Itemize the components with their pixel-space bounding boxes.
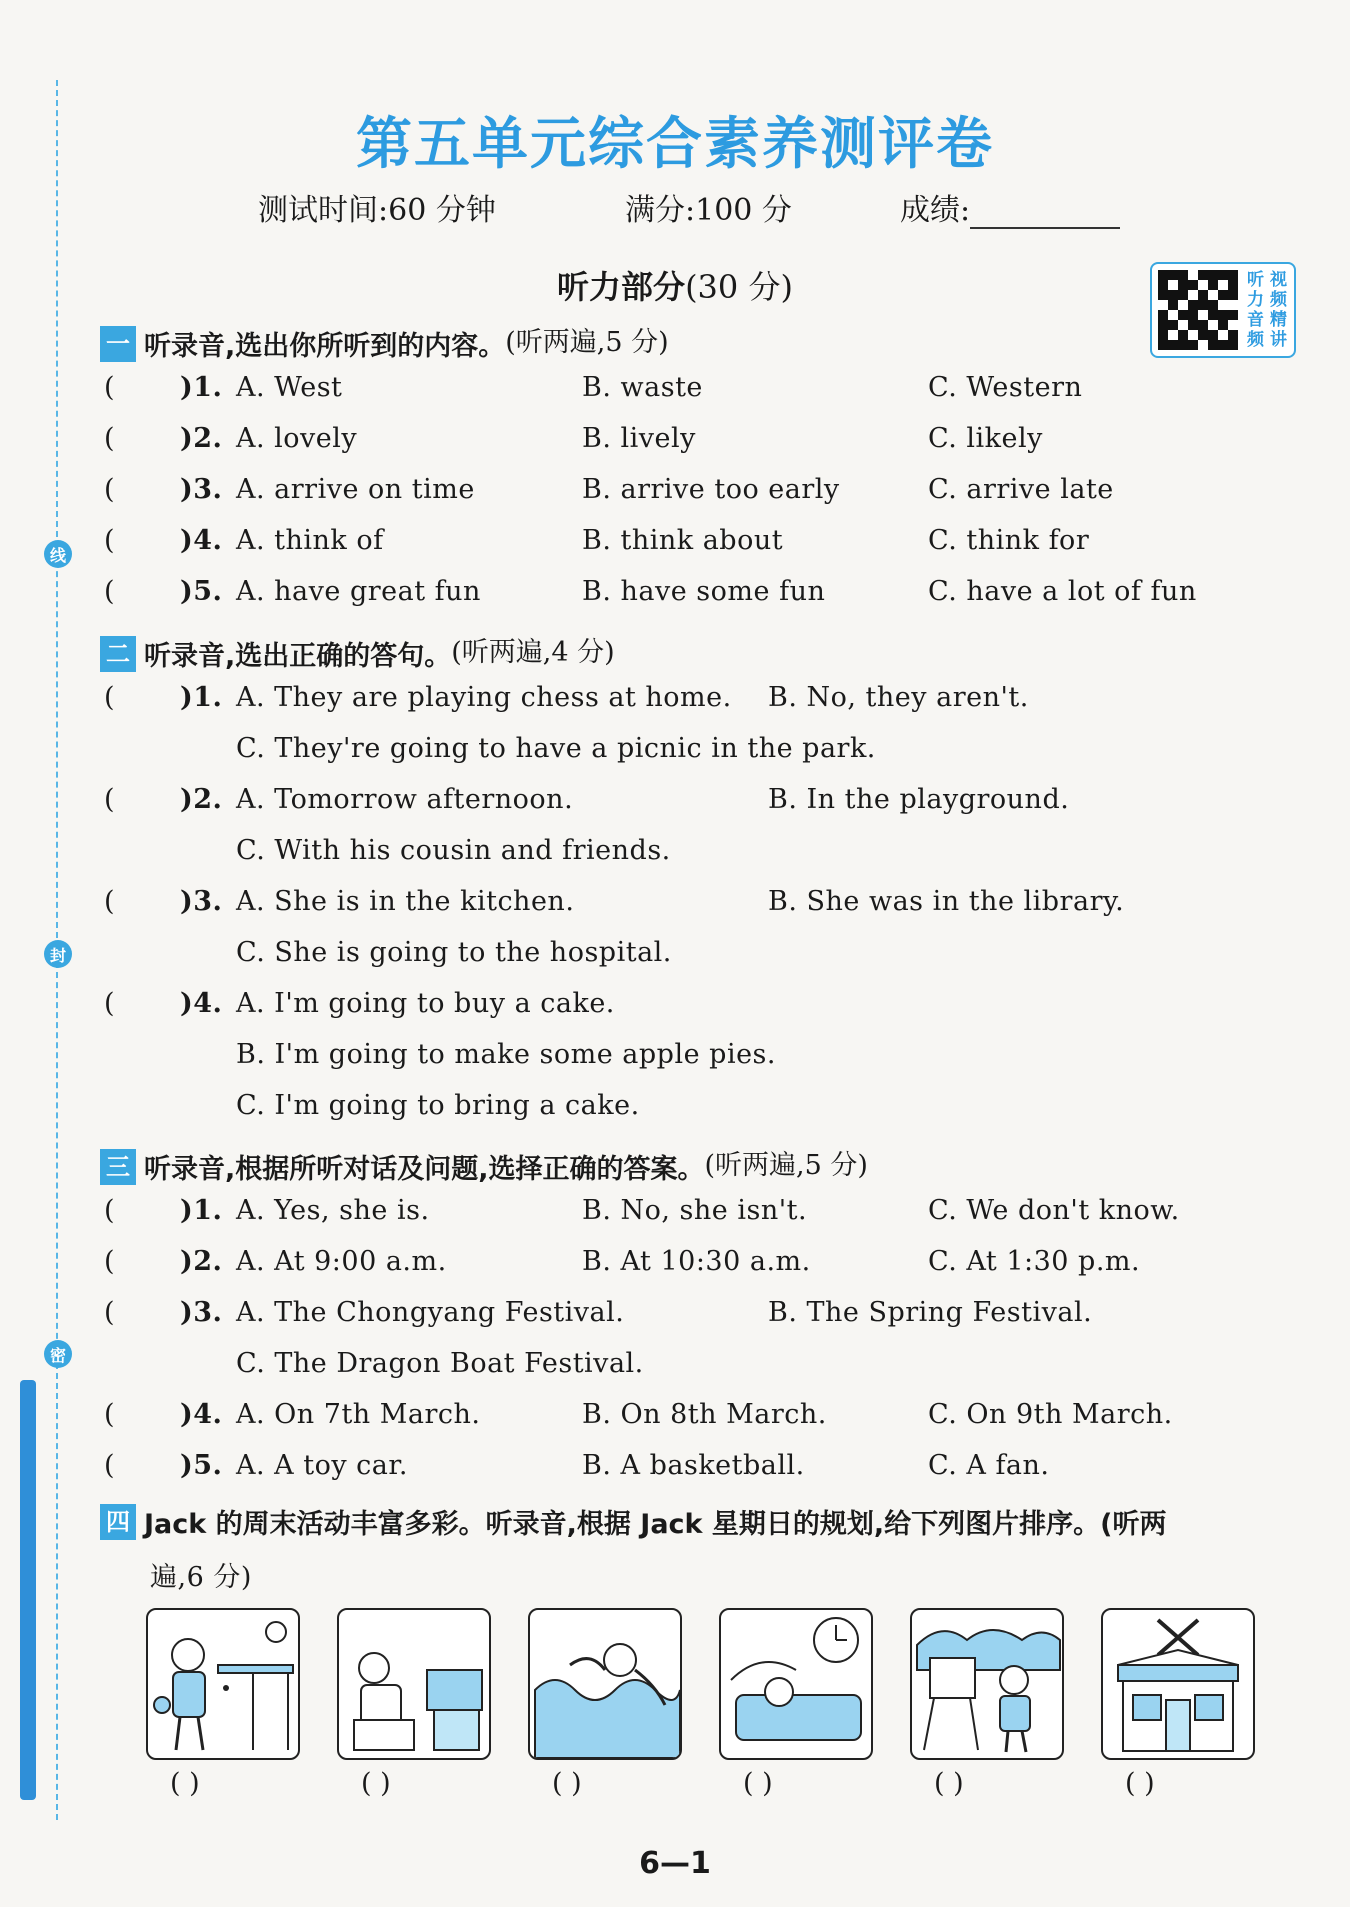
question-number: )4. (180, 988, 223, 1019)
question-number: )1. (180, 682, 223, 713)
option-a: A. They are playing chess at home. (236, 682, 732, 713)
question-number: )1. (180, 372, 223, 403)
binding-seal-seal: 封 (44, 940, 72, 968)
option-c: C. With his cousin and friends. (236, 835, 671, 866)
score-field (900, 185, 1120, 229)
option-c: C. They're going to have a picnic in the park. (236, 733, 876, 764)
qr-code-icon (1158, 270, 1238, 350)
part-title: 听录音,选出正确的答句。 (144, 641, 452, 672)
part-1-heading (100, 320, 669, 363)
option-c: C. likely (928, 423, 1043, 454)
answer-paren[interactable]: ( (104, 1246, 116, 1277)
question-number: )2. (180, 784, 223, 815)
option-b: B. have some fun (582, 576, 826, 607)
part-badge: 二 (100, 636, 136, 672)
watching-tv-picture (337, 1608, 491, 1760)
answer-paren[interactable]: ( (104, 576, 116, 607)
order-blank[interactable]: ( ) (552, 1768, 582, 1799)
option-a: A. A toy car. (236, 1450, 408, 1481)
sleeping-picture (719, 1608, 873, 1760)
order-blank[interactable]: ( ) (361, 1768, 391, 1799)
question-row (0, 886, 1350, 926)
question-number: )5. (180, 1450, 223, 1481)
answer-paren[interactable]: ( (104, 1450, 116, 1481)
part-badge: 三 (100, 1149, 136, 1185)
picture-row (146, 1608, 1251, 1758)
part-title: 听录音,选出你所听到的内容。 (144, 331, 506, 362)
option-b: B. She was in the library. (768, 886, 1125, 917)
qr-label: 听 视 力 频 音 精 频 讲 (1247, 270, 1287, 350)
part-3-heading (100, 1143, 868, 1186)
restaurant-icon (1103, 1610, 1253, 1758)
part-note: (听两遍,4 分) (451, 637, 615, 668)
question-number: )3. (180, 474, 223, 505)
question-row (0, 372, 1350, 412)
part-title: Jack 的周末活动丰富多彩。听录音,根据 Jack 星期日的规划,给下列图片排序。(听两 (144, 1509, 1167, 1540)
part-badge: 四 (100, 1504, 136, 1540)
answer-paren[interactable]: ( (104, 784, 116, 815)
order-blank[interactable]: ( ) (170, 1768, 200, 1799)
binding-seal-secret: 密 (44, 1340, 72, 1368)
question-number: )2. (180, 423, 223, 454)
option-a: A. At 9:00 a.m. (236, 1246, 447, 1277)
answer-paren[interactable]: ( (104, 1195, 116, 1226)
binding-seal-line: 线 (44, 540, 72, 568)
option-a: A. She is in the kitchen. (236, 886, 575, 917)
binding-color-bar (20, 1380, 36, 1800)
option-a: A. Tomorrow afternoon. (236, 784, 574, 815)
question-row (0, 1399, 1350, 1439)
question-row (0, 1450, 1350, 1490)
option-b: B. No, they aren't. (768, 682, 1029, 713)
sleeping-icon (721, 1610, 871, 1758)
part-4-heading (100, 1502, 1300, 1541)
answer-paren[interactable]: ( (104, 372, 116, 403)
option-a: A. West (236, 372, 343, 403)
question-row (0, 682, 1350, 722)
question-row (0, 525, 1350, 565)
watching-tv-icon (339, 1610, 489, 1758)
question-row (0, 474, 1350, 514)
question-row (0, 784, 1350, 824)
part-badge: 一 (100, 326, 136, 362)
score-label: 成绩: (900, 193, 971, 228)
option-c: C. On 9th March. (928, 1399, 1173, 1430)
answer-paren[interactable]: ( (104, 423, 116, 454)
option-b: B. lively (582, 423, 696, 454)
option-c: C. have a lot of fun (928, 576, 1197, 607)
answer-paren[interactable]: ( (104, 474, 116, 505)
option-b: B. A basketball. (582, 1450, 805, 1481)
swimming-icon (530, 1610, 680, 1758)
question-number: )1. (180, 1195, 223, 1226)
part-title: 听录音,根据所听对话及问题,选择正确的答案。 (144, 1154, 705, 1185)
option-b: B. think about (582, 525, 784, 556)
question-number: )3. (180, 886, 223, 917)
order-blank[interactable]: ( ) (1125, 1768, 1155, 1799)
part-note: (听两遍,5 分) (505, 327, 669, 358)
option-b: B. On 8th March. (582, 1399, 827, 1430)
full-score: 满分:100 分 (625, 193, 792, 228)
option-b: B. I'm going to make some apple pies. (236, 1039, 776, 1070)
question-number: )2. (180, 1246, 223, 1277)
question-number: )5. (180, 576, 223, 607)
option-a: A. I'm going to buy a cake. (236, 988, 615, 1019)
question-number: )3. (180, 1297, 223, 1328)
question-row (0, 988, 1350, 1028)
table-tennis-icon (148, 1610, 298, 1758)
qr-code-box[interactable] (1150, 262, 1296, 358)
option-a: A. think of (236, 525, 384, 556)
answer-paren[interactable]: ( (104, 1297, 116, 1328)
option-c: C. think for (928, 525, 1090, 556)
option-c: C. Western (928, 372, 1083, 403)
option-b: B. arrive too early (582, 474, 840, 505)
score-blank[interactable] (970, 197, 1120, 229)
option-c: C. We don't know. (928, 1195, 1180, 1226)
part-note: (听两遍,5 分) (704, 1150, 868, 1181)
order-blank[interactable]: ( ) (743, 1768, 773, 1799)
option-a: A. have great fun (236, 576, 481, 607)
section-points: (30 分) (685, 268, 793, 306)
page-number: 6—1 (639, 1846, 711, 1881)
swimming-picture (528, 1608, 682, 1760)
painting-icon (912, 1610, 1062, 1758)
option-c: C. The Dragon Boat Festival. (236, 1348, 644, 1379)
question-row (0, 1195, 1350, 1235)
question-row (0, 576, 1350, 616)
option-c: C. At 1:30 p.m. (928, 1246, 1141, 1277)
page-title: 第五单元综合素养测评卷 (356, 112, 994, 177)
option-a: A. Yes, she is. (236, 1195, 430, 1226)
question-row (0, 423, 1350, 463)
part-2-heading (100, 630, 615, 673)
answer-paren[interactable]: ( (104, 988, 116, 1019)
part-note: 遍,6 分) (150, 1562, 252, 1593)
option-c: C. arrive late (928, 474, 1114, 505)
answer-paren[interactable]: ( (104, 1399, 116, 1430)
answer-paren[interactable]: ( (104, 682, 116, 713)
question-row (0, 1246, 1350, 1286)
option-a: A. arrive on time (236, 474, 475, 505)
option-a: A. lovely (236, 423, 358, 454)
answer-paren[interactable]: ( (104, 525, 116, 556)
option-a: A. The Chongyang Festival. (236, 1297, 625, 1328)
option-a: A. On 7th March. (236, 1399, 481, 1430)
table-tennis-picture (146, 1608, 300, 1760)
order-blank[interactable]: ( ) (934, 1768, 964, 1799)
option-c: C. She is going to the hospital. (236, 937, 672, 968)
section-name: 听力部分 (557, 268, 686, 306)
option-c: C. A fan. (928, 1450, 1050, 1481)
painting-picture (910, 1608, 1064, 1760)
test-time: 测试时间:60 分钟 (258, 193, 496, 228)
option-b: B. The Spring Festival. (768, 1297, 1093, 1328)
question-number: )4. (180, 525, 223, 556)
option-c: C. I'm going to bring a cake. (236, 1090, 640, 1121)
option-b: B. In the playground. (768, 784, 1070, 815)
restaurant-picture (1101, 1608, 1255, 1760)
option-b: B. At 10:30 a.m. (582, 1246, 811, 1277)
answer-paren[interactable]: ( (104, 886, 116, 917)
option-b: B. waste (582, 372, 703, 403)
section-title (0, 262, 1350, 308)
option-b: B. No, she isn't. (582, 1195, 808, 1226)
question-number: )4. (180, 1399, 223, 1430)
question-row (0, 1297, 1350, 1337)
